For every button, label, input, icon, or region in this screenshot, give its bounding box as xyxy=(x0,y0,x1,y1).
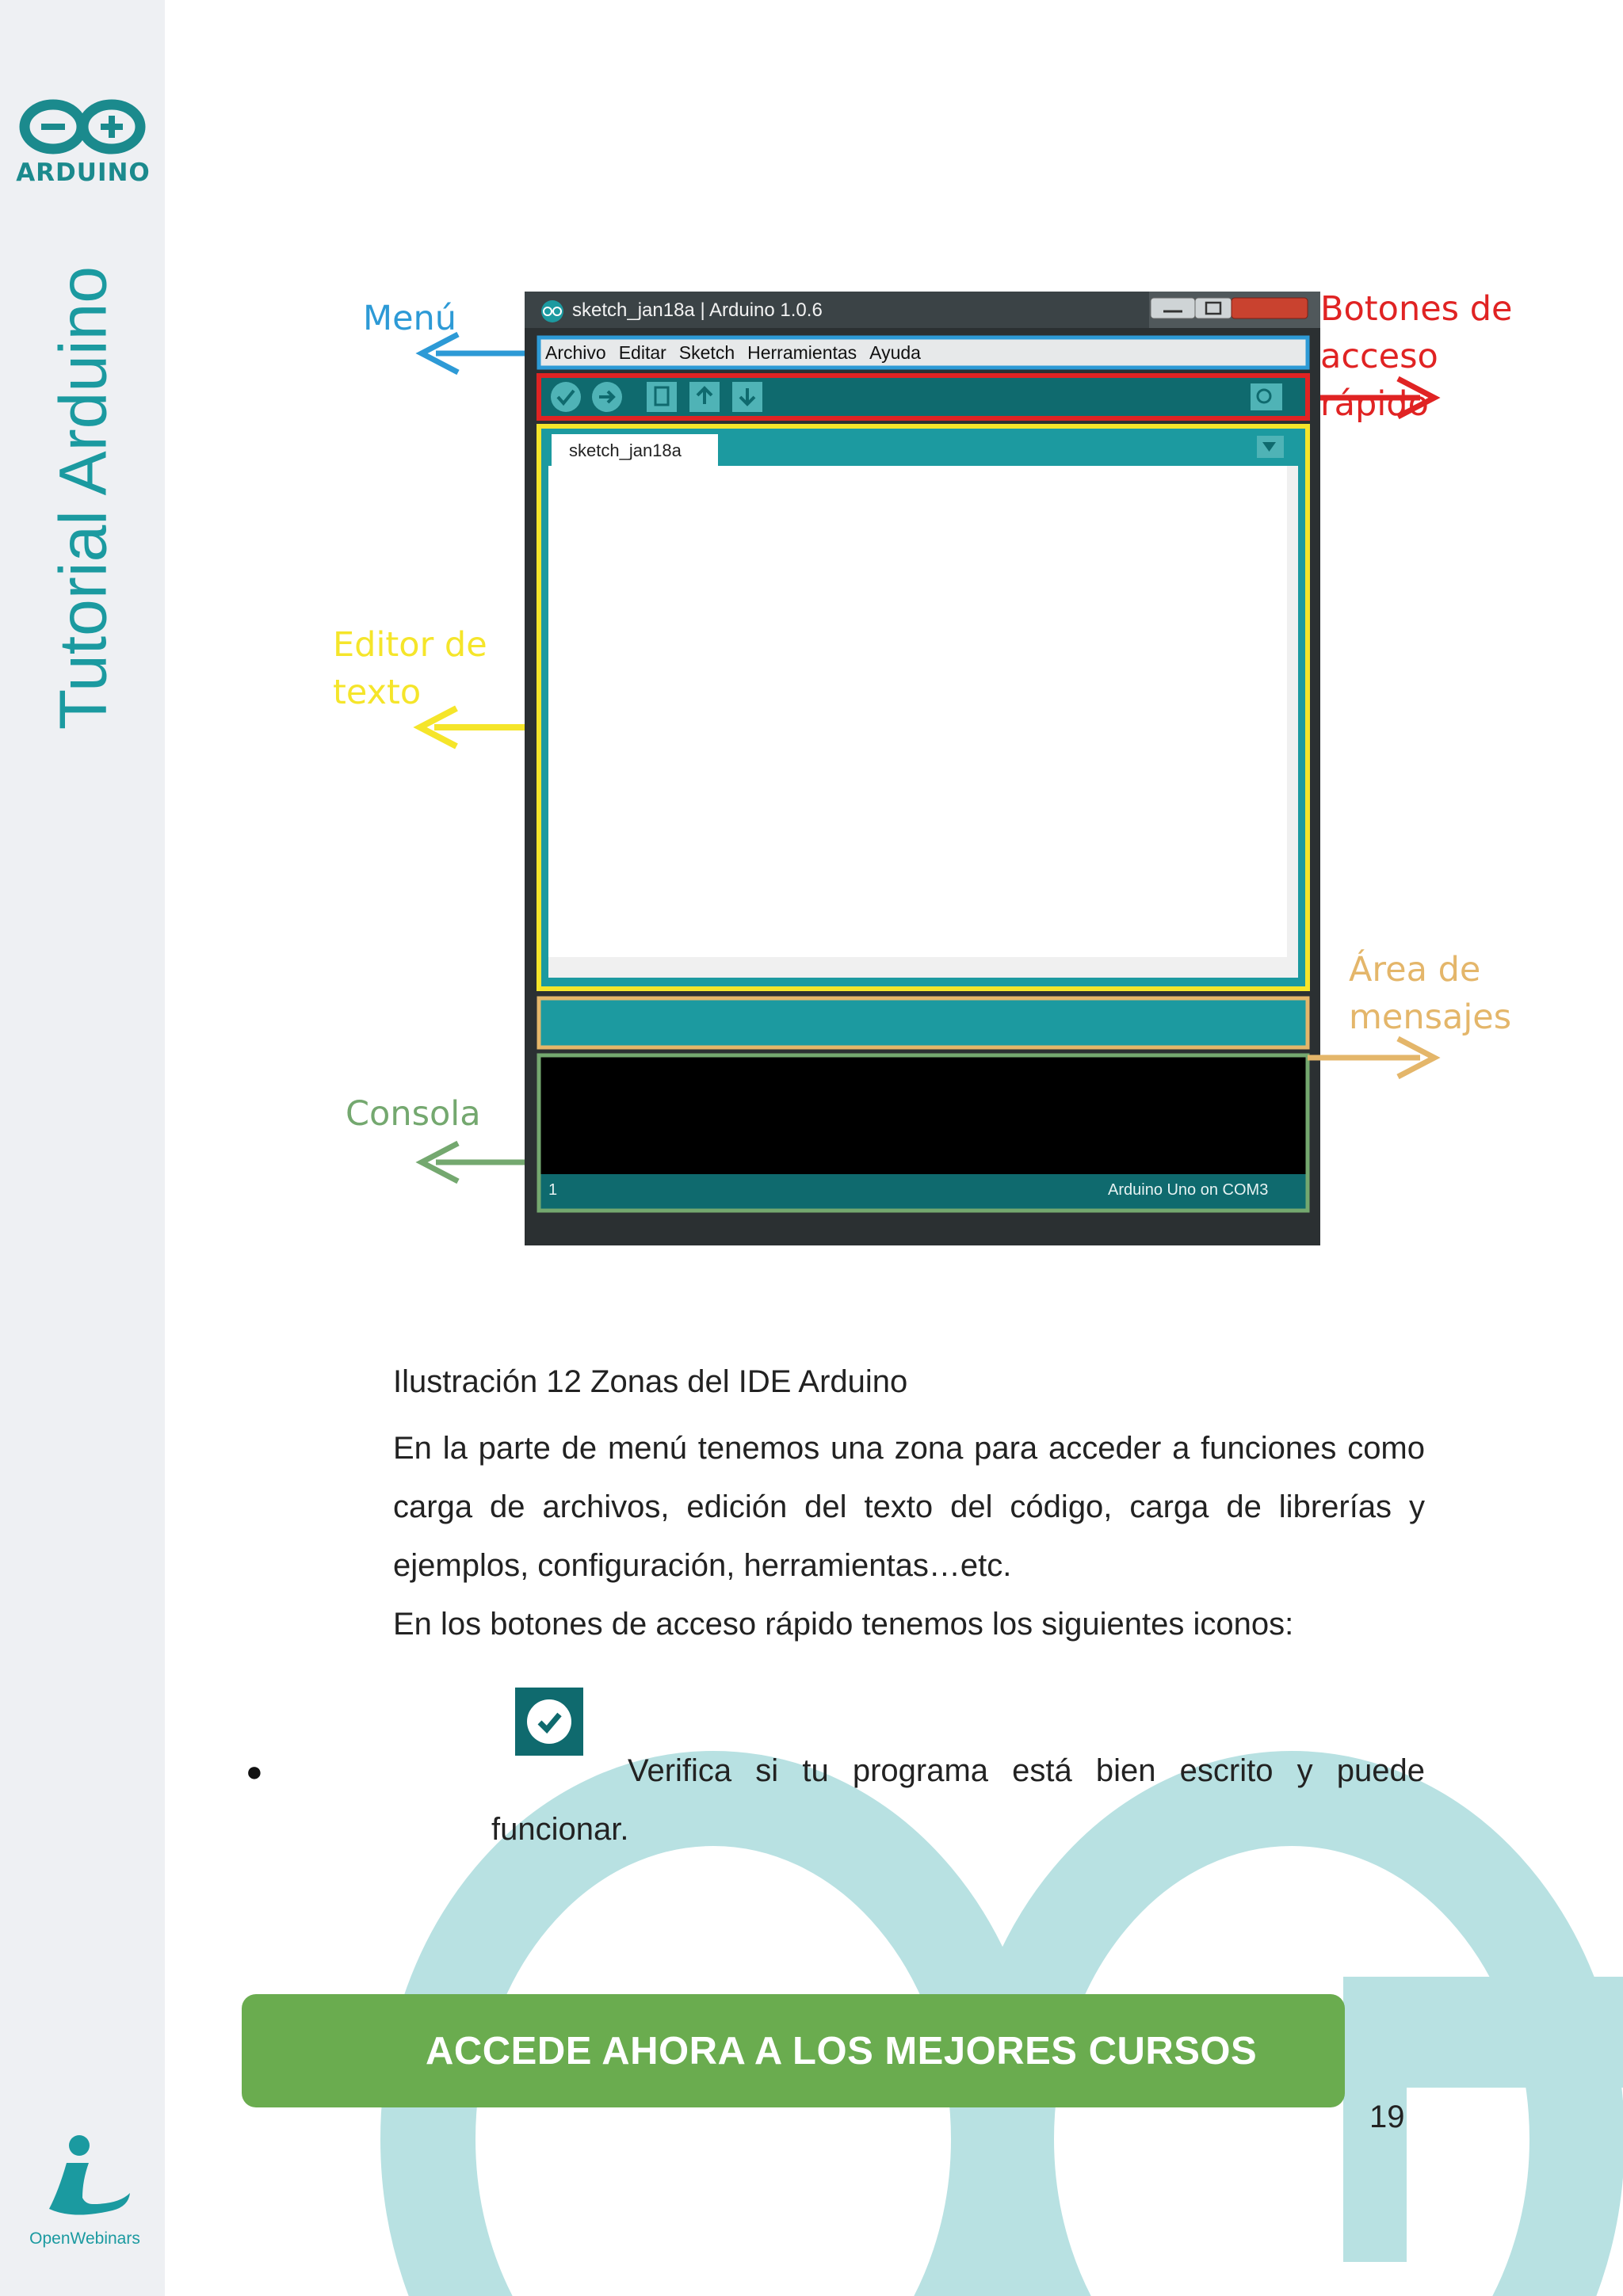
arduino-logo xyxy=(16,91,151,187)
bullet-text-line1: Verifica si tu programa está bien escrito y puede xyxy=(628,1753,1425,1788)
annotation-quick-buttons xyxy=(1320,285,1553,428)
menu-item-sketch[interactable]: Sketch xyxy=(678,342,735,363)
annotation-message-area xyxy=(1349,946,1511,1041)
menu-item-herramientas[interactable]: Herramientas xyxy=(747,342,857,363)
ide-status-line: 1 xyxy=(548,1181,558,1199)
arduino-infinity-icon xyxy=(16,91,151,154)
cta-button-label: ACCEDE AHORA A LOS MEJORES CURSOS xyxy=(426,2029,1258,2073)
paragraph-quick-buttons: En los botones de acceso rápido tenemos los siguientes iconos: xyxy=(393,1607,1294,1642)
annotation-text-editor-line1: Editor de xyxy=(333,625,487,665)
paragraph-menu: En la parte de menú tenemos una zona para acceder a funciones como carga de archivos, edición del texto del código, carga de librerías y ejemplos, configuración, herramientas…etc. xyxy=(393,1431,1425,1583)
annotation-text-editor-line2: texto xyxy=(333,673,422,712)
annotation-message-area-line1: Área de xyxy=(1349,950,1481,990)
annotation-text-editor xyxy=(333,621,487,716)
bullet-text-line2: funcionar. xyxy=(491,1812,629,1847)
ide-menu-bar xyxy=(545,342,921,364)
openwebinars-brand: OpenWebinars xyxy=(29,2229,140,2248)
ide-figure xyxy=(317,285,1553,1260)
cta-button[interactable] xyxy=(242,1994,1345,2107)
arduino-logo-text: ARDUINO xyxy=(16,158,151,187)
annotation-console: Consola xyxy=(346,1094,481,1134)
page-number: 19 xyxy=(1369,2100,1405,2134)
verify-check-icon xyxy=(515,1688,583,1756)
openwebinars-logo xyxy=(17,2131,152,2248)
annotation-menu: Menú xyxy=(363,299,457,338)
menu-item-archivo[interactable]: Archivo xyxy=(545,342,606,363)
ide-window-title: sketch_jan18a | Arduino 1.0.6 xyxy=(572,299,823,321)
ide-screenshot xyxy=(317,285,1553,1260)
sidebar xyxy=(0,0,165,2296)
annotation-quick-buttons-line1: Botones de xyxy=(1320,289,1513,329)
openwebinars-icon xyxy=(17,2131,152,2222)
annotation-message-area-line2: mensajes xyxy=(1349,997,1512,1037)
ide-editor-tab[interactable]: sketch_jan18a xyxy=(569,441,682,460)
bullet-point: ● xyxy=(246,1755,263,1787)
sidebar-title: Tutorial Arduino xyxy=(45,265,120,730)
menu-item-ayuda[interactable]: Ayuda xyxy=(869,342,921,363)
annotation-quick-buttons-line2: acceso rápido xyxy=(1320,337,1438,424)
figure-caption: Ilustración 12 Zonas del IDE Arduino xyxy=(393,1364,908,1399)
menu-item-editar[interactable]: Editar xyxy=(618,342,666,363)
ide-status-board: Arduino Uno on COM3 xyxy=(1108,1181,1269,1199)
